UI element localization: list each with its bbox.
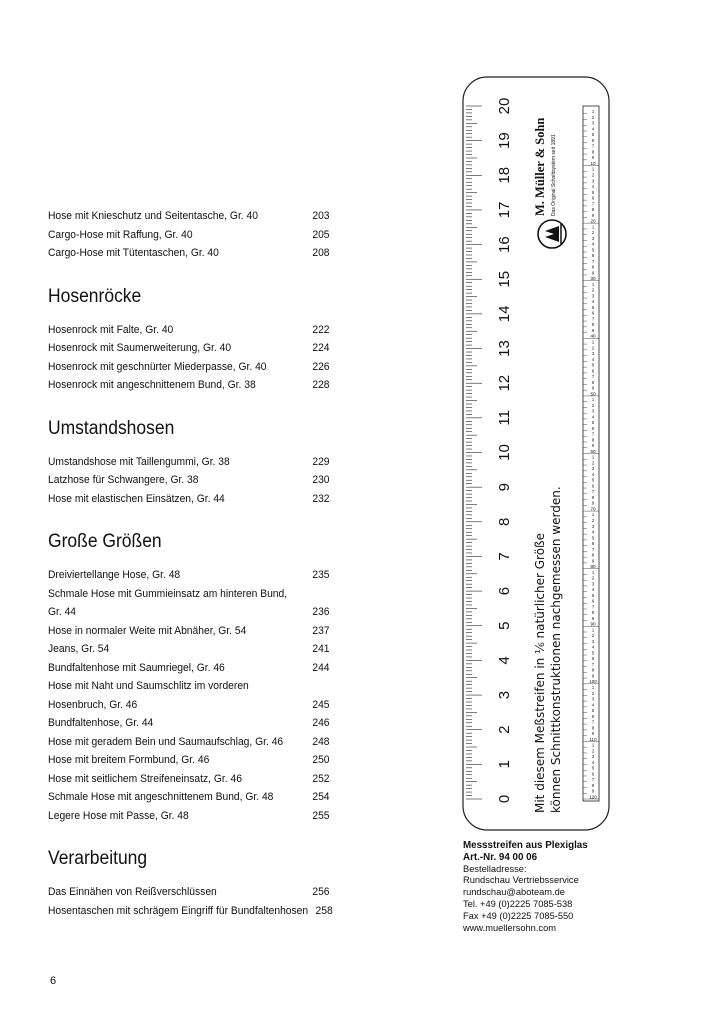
scale-label: 5 (591, 765, 595, 771)
scale-label: 6 (591, 310, 595, 316)
scale-label: 7 (591, 431, 595, 437)
scale-label: 2 (591, 460, 595, 466)
scale-label: 6 (591, 656, 595, 662)
ruler-cm-label: 3 (496, 690, 513, 700)
scale-label: 6 (591, 195, 595, 201)
toc-entry (48, 751, 330, 770)
toc-entry-title: Hose in normaler Weite mit Abnäher, Gr. 54 (48, 624, 247, 637)
scale-label: 3 (591, 638, 595, 644)
toc-entry-page: 228 (312, 379, 330, 391)
scale-label: 6 (591, 368, 595, 374)
scale-label: 2 (591, 230, 595, 236)
scale-label: 5 (591, 650, 595, 656)
scale-label: 8 (591, 667, 595, 673)
toc-entry (48, 566, 330, 585)
toc-entry (48, 788, 330, 807)
ruler-cm-label: 17 (496, 201, 513, 219)
scale-label: 3 (591, 293, 595, 299)
scale-label: 5 (591, 592, 595, 598)
scale-label: 5 (591, 304, 595, 310)
toc-entry (48, 321, 330, 340)
ruler-cm-label: 7 (496, 552, 513, 561)
scale-label: 7 (591, 546, 595, 552)
ruler-cm-label: 0 (496, 794, 513, 804)
scale-label: 4 (591, 644, 595, 650)
scale-label: 6 (591, 598, 595, 604)
scale-label: 4 (591, 471, 595, 477)
toc-entry-page: 224 (312, 342, 330, 354)
scale-label: 7 (591, 777, 595, 783)
scale-label: 5 (591, 132, 595, 138)
scale-label: 2 (591, 575, 595, 581)
toc-entry (48, 733, 330, 752)
toc-entry-page: 252 (312, 772, 330, 785)
scale-label: 9 (591, 731, 595, 737)
scale-label: 1 (591, 569, 595, 575)
scale-label: 1 (591, 166, 595, 172)
scale-label: 8 (591, 610, 595, 616)
scale-label: 6 (591, 425, 595, 431)
scale-label: 9 (591, 327, 595, 333)
toc-entry-page: 208 (312, 247, 330, 259)
scale-label: 5 (591, 247, 595, 253)
toc-entry-title: Jeans, Gr. 54 (48, 643, 110, 655)
scale-label: 3 (591, 351, 595, 357)
scale-label: 70 (590, 506, 596, 512)
scale-label: 2 (591, 633, 595, 639)
ruler-graphic (462, 76, 610, 831)
scale-label: 3 (591, 581, 595, 587)
toc-entry-title: Hosenrock mit geschnürter Miederpasse, Gr. 40 (48, 360, 267, 373)
scale-label: 5 (591, 535, 595, 541)
scale-label: 5 (591, 189, 595, 195)
toc-entry-title: Das Einnähen von Reißverschlüssen (48, 886, 217, 898)
toc-entry-title: Hosentaschen mit schrägem Eingriff für Bundfaltenhosen (48, 904, 309, 917)
toc-entry-page: 232 (312, 492, 330, 505)
brand-tagline: Das Original Schnittsystem seit 1891 (551, 134, 557, 216)
toc-entry-page: 256 (312, 886, 330, 898)
table-of-contents (48, 207, 333, 920)
toc-entry (48, 358, 330, 377)
ruler-cm-label: 20 (496, 97, 513, 115)
scale-label: 4 (591, 529, 595, 535)
scale-label: 4 (591, 241, 595, 247)
scale-label: 1 (591, 454, 595, 460)
scale-label: 7 (591, 489, 595, 495)
toc-entry (48, 883, 330, 902)
toc-entry (48, 622, 330, 641)
scale-label: 6 (591, 483, 595, 489)
ruler-cm-label: 5 (496, 621, 513, 630)
info-website[interactable]: www.muellersohn.com (463, 922, 557, 933)
toc-entry (48, 659, 330, 678)
scale-label: 20 (590, 218, 596, 224)
toc-entry-title: Hose mit Naht und Saumschlitz im vorderen Hosenbruch, Gr. 46 (48, 680, 249, 711)
scale-label: 7 (591, 316, 595, 322)
mueller-sohn-logo-icon (538, 220, 566, 248)
scale-label: 7 (591, 143, 595, 149)
toc-entry-title: Cargo-Hose mit Raffung, Gr. 40 (48, 228, 193, 241)
ruler-cm-label: 15 (496, 270, 513, 288)
toc-entry-title: Legere Hose mit Passe, Gr. 48 (48, 809, 189, 822)
toc-entry (48, 640, 330, 659)
scale-label: 1 (591, 281, 595, 287)
scale-label: 2 (591, 287, 595, 293)
toc-entry-title: Hosenrock mit angeschnittenem Bund, Gr. 38 (48, 379, 256, 391)
scale-label: 10 (590, 160, 596, 166)
scale-label: 30 (590, 276, 596, 282)
toc-entry-title: Hose mit geradem Bein und Saumaufschlag, Gr. 46 (48, 735, 284, 748)
toc-entry-page: 250 (312, 754, 330, 766)
scale-label: 1 (591, 339, 595, 345)
scale-label: 3 (591, 523, 595, 529)
toc-entry-title: Hose mit Knieschutz und Seitentasche, Gr. 40 (48, 210, 258, 222)
scale-label: 2 (591, 345, 595, 351)
scale-label: 3 (591, 696, 595, 702)
toc-entry-page: 230 (312, 474, 330, 486)
ruler-cm-label: 4 (496, 656, 513, 665)
section-heading: Hosenröcke (48, 285, 142, 307)
scale-label: 8 (591, 494, 595, 500)
info-article-number: Art.-Nr. 94 00 06 (463, 851, 538, 863)
toc-entry-page: 222 (312, 323, 330, 336)
section-heading: Große Größen (48, 531, 162, 552)
toc-entry-title: Hose mit elastischen Einsätzen, Gr. 44 (48, 492, 225, 505)
toc-entry (48, 207, 330, 226)
toc-entry (48, 376, 330, 395)
scale-label: 3 (591, 120, 595, 126)
scale-label: 5 (591, 420, 595, 426)
scale-label: 8 (591, 322, 595, 328)
scale-label: 7 (591, 719, 595, 725)
toc-entry-title: Hosenrock mit Falte, Gr. 40 (48, 323, 174, 336)
scale-label: 9 (591, 443, 595, 449)
scale-label: 4 (591, 299, 595, 305)
scale-label: 1 (591, 397, 595, 403)
ruler-order-info (463, 840, 703, 934)
toc-entry-title: Dreiviertellange Hose, Gr. 48 (48, 569, 181, 581)
section-heading: Umstandshosen (48, 417, 175, 439)
toc-entry-page: 254 (312, 791, 330, 803)
toc-entry-title: Schmale Hose mit angeschnittenem Bund, Gr. 48 (48, 791, 274, 803)
toc-entry (48, 902, 333, 921)
scale-label: 9 (591, 155, 595, 161)
ruler-cm-label: 11 (496, 410, 513, 426)
info-title: Messstreifen aus Plexiglas (463, 840, 588, 851)
scale-label: 4 (591, 356, 595, 362)
toc-entry (48, 770, 330, 789)
scale-label: 2 (591, 518, 595, 523)
toc-entry-page: 229 (312, 455, 330, 468)
scale-label: 6 (591, 253, 595, 259)
scale-label: 9 (591, 500, 595, 506)
ruler-cm-label: 9 (496, 482, 513, 492)
toc-entry (48, 490, 330, 509)
scale-label: 6 (591, 137, 595, 143)
scale-label: 3 (591, 408, 595, 414)
ruler-cm-label: 6 (496, 586, 513, 596)
scale-label: 80 (590, 564, 596, 570)
toc-entry (48, 244, 330, 263)
scale-label: 9 (591, 615, 595, 621)
toc-entry-title: Schmale Hose mit Gummieinsatz am hinteren Bund, Gr. 44 (48, 587, 288, 618)
scale-label: 3 (591, 235, 595, 241)
toc-entry-title: Hosenrock mit Saumerweiterung, Gr. 40 (48, 342, 232, 354)
toc-entry-page: 237 (312, 624, 330, 637)
scale-label: 8 (591, 437, 595, 443)
ruler-cm-label: 10 (496, 444, 513, 461)
scale-label: 4 (591, 126, 595, 132)
toc-entry (48, 453, 330, 472)
toc-entry-page: 248 (312, 735, 330, 748)
toc-entry-title: Bundfaltenhose, Gr. 44 (48, 717, 154, 729)
scale-label: 1 (591, 224, 595, 230)
scale-label: 90 (590, 621, 596, 627)
toc-entry-page: 244 (312, 661, 330, 674)
scale-label: 4 (591, 702, 595, 708)
toc-entry-page: 246 (312, 717, 330, 729)
toc-entry-title: Umstandshose mit Taillengummi, Gr. 38 (48, 455, 230, 468)
toc-entry (48, 677, 330, 714)
ruler-cm-label: 12 (496, 374, 513, 392)
info-email[interactable]: rundschau@aboteam.de (463, 887, 565, 898)
toc-entry-page: 245 (312, 698, 330, 711)
toc-entry (48, 807, 330, 826)
info-phone: Tel. +49 (0)2225 7085-538 (463, 898, 573, 909)
scale-label: 60 (590, 448, 596, 454)
scale-label: 8 (591, 149, 595, 155)
scale-label: 2 (591, 690, 595, 696)
scale-label: 100 (589, 679, 597, 685)
ruler-cm-label: 13 (496, 340, 513, 357)
scale-label: 4 (591, 184, 595, 190)
scale-label: 1 (591, 109, 595, 115)
section-heading: Verarbeitung (48, 848, 148, 869)
toc-entry (48, 226, 330, 245)
scale-label: 2 (591, 114, 595, 120)
page-number: 6 (50, 975, 57, 987)
scale-label: 4 (591, 587, 595, 593)
scale-label: 6 (591, 541, 595, 547)
scale-label: 8 (591, 379, 595, 385)
scale-label: 9 (591, 212, 595, 218)
toc-entry-page: 203 (312, 210, 330, 222)
ruler-caption-line-2: können Schnittkonstruktionen nachgemessen werden. (549, 486, 563, 813)
info-fax: Fax +49 (0)2225 7085-550 (463, 910, 574, 921)
scale-label: 1 (591, 512, 595, 518)
scale-label: 5 (591, 708, 595, 714)
scale-label: 1 (591, 742, 595, 748)
scale-label: 8 (591, 264, 595, 270)
scale-label: 9 (591, 788, 595, 794)
toc-entry-title: Bundfaltenhose mit Saumriegel, Gr. 46 (48, 661, 225, 674)
scale-label: 1 (591, 684, 595, 690)
scale-label: 6 (591, 771, 595, 777)
ruler-caption-line-1: Mit diesem Meßstreifen in ⅙ natürlicher Größe (533, 532, 547, 813)
toc-entry-title: Cargo-Hose mit Tütentaschen, Gr. 40 (48, 247, 219, 259)
toc-entry-title: Hose mit seitlichem Streifeneinsatz, Gr. 46 (48, 772, 242, 785)
toc-entry-page: 226 (312, 360, 330, 373)
toc-entry-page: 258 (315, 904, 333, 917)
toc-entry-page: 236 (312, 606, 330, 618)
scale-label: 7 (591, 201, 595, 207)
scale-label: 4 (591, 414, 595, 420)
scale-label: 110 (589, 736, 597, 742)
scale-label: 8 (591, 552, 595, 558)
scale-label: 3 (591, 178, 595, 184)
toc-entry (48, 585, 330, 622)
toc-entry-title: Latzhose für Schwangere, Gr. 38 (48, 474, 199, 486)
scale-label: 7 (591, 604, 595, 610)
scale-label: 8 (591, 725, 595, 731)
scale-label: 8 (591, 782, 595, 788)
scale-label: 3 (591, 466, 595, 472)
ruler-cm-label: 14 (496, 305, 513, 323)
scale-label: 9 (591, 558, 595, 564)
toc-entry-page: 255 (312, 809, 330, 822)
toc-entry (48, 471, 330, 490)
scale-label: 2 (591, 402, 595, 408)
scale-label: 7 (591, 661, 595, 667)
scale-label: 50 (590, 391, 596, 397)
scale-label: 3 (591, 754, 595, 760)
info-company: Rundschau Vertriebsservice (463, 875, 579, 886)
scale-label: 2 (591, 748, 595, 754)
toc-entry-page: 241 (312, 643, 330, 655)
info-order-label: Bestelladresse: (463, 863, 527, 874)
ruler-cm-label: 16 (496, 236, 513, 253)
scale-label: 5 (591, 362, 595, 368)
toc-entry (48, 714, 330, 733)
scale-label: 120 (589, 794, 597, 800)
scale-label: 1 (591, 627, 595, 633)
scale-label: 4 (591, 759, 595, 765)
toc-entry-page: 205 (312, 228, 330, 241)
ruler-cm-label: 19 (496, 132, 513, 149)
scale-label: 9 (591, 385, 595, 391)
ruler-cm-label: 2 (496, 725, 513, 734)
scale-label: 9 (591, 673, 595, 679)
measuring-ruler (462, 76, 610, 831)
ruler-cm-label: 8 (496, 517, 513, 526)
ruler-cm-label: 1 (496, 760, 513, 769)
scale-label: 7 (591, 374, 595, 380)
scale-label: 8 (591, 207, 595, 213)
toc-entry-title: Hose mit breitem Formbund, Gr. 46 (48, 754, 210, 766)
toc-entry-page: 235 (312, 569, 330, 581)
ruler-cm-label: 18 (496, 166, 513, 184)
scale-label: 9 (591, 270, 595, 276)
scale-label: 40 (590, 333, 596, 339)
scale-label: 2 (591, 172, 595, 178)
toc-entry (48, 339, 330, 358)
scale-label: 6 (591, 713, 595, 719)
scale-label: 7 (591, 258, 595, 264)
scale-label: 5 (591, 477, 595, 483)
brand-name: M. Müller & Sohn (533, 117, 547, 216)
